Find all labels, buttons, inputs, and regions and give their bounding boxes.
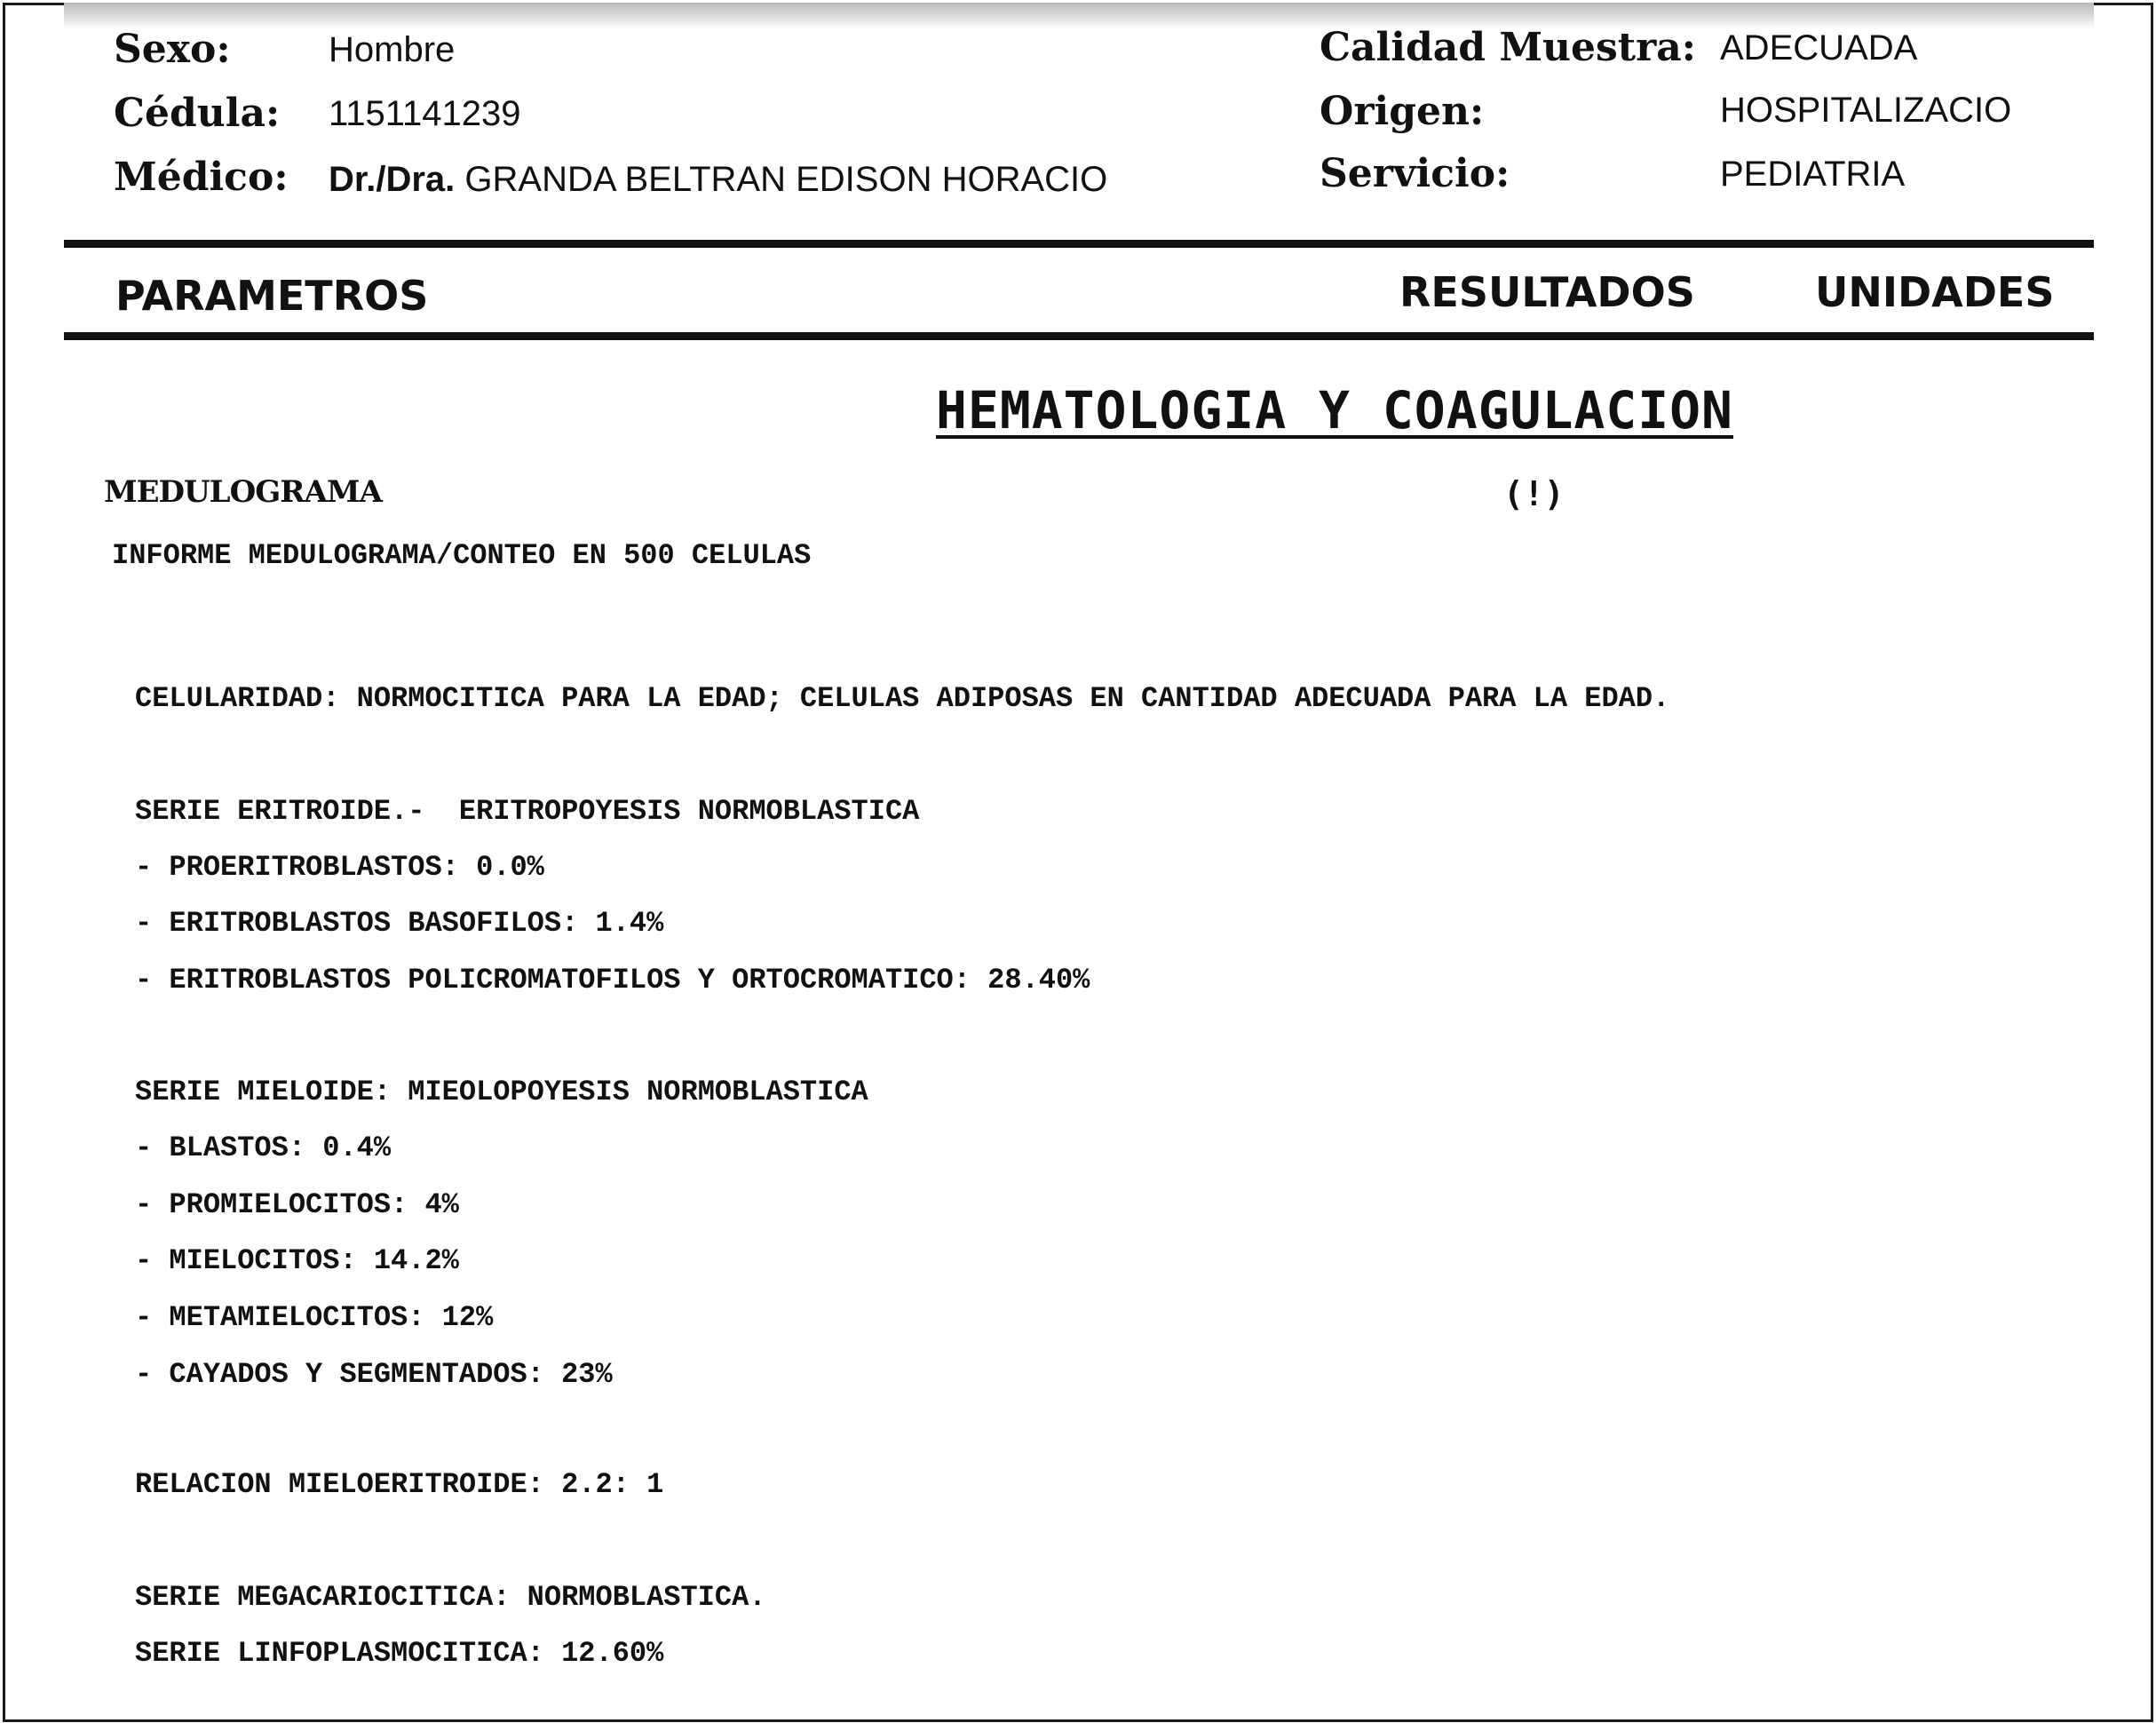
report-intro: INFORME MEDULOGRAMA/CONTEO EN 500 CELULAS xyxy=(112,539,812,572)
cedula-value: 1151141239 xyxy=(329,94,521,133)
sexo-value: Hombre xyxy=(329,30,456,69)
mieloide-item: - CAYADOS Y SEGMENTADOS: 23% xyxy=(135,1358,613,1391)
eritroide-title: SERIE ERITROIDE.- ERITROPOYESIS NORMOBLASTICA xyxy=(135,795,920,828)
mieloide-title: SERIE MIELOIDE: MIEOLOPOYESIS NORMOBLASTICA xyxy=(135,1076,868,1108)
header-divider-bottom xyxy=(64,332,2094,340)
medico-name: GRANDA BELTRAN EDISON HORACIO xyxy=(464,160,1108,199)
servicio-label: Servicio: xyxy=(1320,151,1510,196)
sexo-label: Sexo: xyxy=(114,27,231,72)
calidad-value: ADECUADA xyxy=(1720,28,1918,67)
mieloide-item: - MIELOCITOS: 14.2% xyxy=(135,1244,459,1277)
col-resultados: RESULTADOS xyxy=(1399,268,1695,316)
medico-label: Médico: xyxy=(114,155,289,200)
section-title: HEMATOLOGIA Y COAGULACION xyxy=(936,380,1733,441)
medico-prefix: Dr./Dra. xyxy=(329,160,456,199)
eritroide-item: - ERITROBLASTOS BASOFILOS: 1.4% xyxy=(135,907,664,940)
col-unidades: UNIDADES xyxy=(1815,268,2055,316)
mieloide-item: - PROMIELOCITOS: 4% xyxy=(135,1188,459,1221)
mieloide-item: - BLASTOS: 0.4% xyxy=(135,1131,392,1164)
celularidad-line: CELULARIDAD: NORMOCITICA PARA LA EDAD; CELULAS ADIPOSAS EN CANTIDAD ADECUADA PARA LA EDAD. xyxy=(135,682,1670,715)
col-parametros: PARAMETROS xyxy=(115,272,429,320)
linfoplasmocitica-line: SERIE LINFOPLASMOCITICA: 12.60% xyxy=(135,1637,664,1670)
header-divider-top xyxy=(64,240,2094,248)
mieloide-item: - METAMIELOCITOS: 12% xyxy=(135,1301,494,1334)
calidad-label: Calidad Muestra: xyxy=(1320,25,1697,70)
medico-value xyxy=(329,160,1107,200)
origen-value: HOSPITALIZACIO xyxy=(1720,91,2012,130)
relacion-line: RELACION MIELOERITROIDE: 2.2: 1 xyxy=(135,1468,664,1501)
eritroide-item: - ERITROBLASTOS POLICROMATOFILOS Y ORTOCROMATICO: 28.40% xyxy=(135,964,1090,996)
megacariocitica-line: SERIE MEGACARIOCITICA: NORMOBLASTICA. xyxy=(135,1581,766,1614)
top-shade xyxy=(64,3,2094,29)
eritroide-item: - PROERITROBLASTOS: 0.0% xyxy=(135,851,544,884)
test-name: MEDULOGRAMA xyxy=(104,474,382,510)
abnormal-flag: (!) xyxy=(1503,474,1565,513)
servicio-value: PEDIATRIA xyxy=(1720,155,1906,194)
origen-label: Origen: xyxy=(1320,89,1485,134)
cedula-label: Cédula: xyxy=(114,91,281,136)
